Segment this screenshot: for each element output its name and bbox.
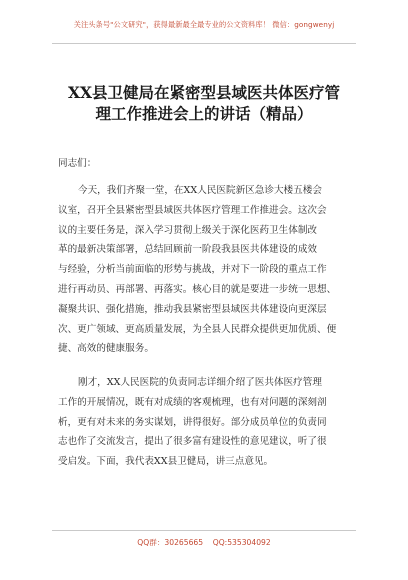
paragraph-line: 志也作了交流发言，提出了很多富有建设性的意见建议，听了很 — [58, 436, 327, 448]
title-line-2: 理工作推进会上的讲话（精品） — [95, 104, 313, 123]
header-divider — [52, 43, 356, 44]
salutation: 同志们： — [58, 158, 97, 169]
paragraph-line: 凝聚共识、强化措施，推动我县紧密型县域医共体建设向更深层 — [58, 303, 327, 315]
paragraph-line: 工作的开展情况，既有对成绩的客观梳理，也有对问题的深刻剖 — [58, 396, 327, 408]
paragraph-2 — [58, 373, 358, 472]
paragraph-line: 议的主要任务是，深入学习贯彻上级关于深化医药卫生体制改 — [58, 224, 318, 236]
paragraph-line: 进行再动员、再部署、再落实。核心目的就是要进一步统一思想、 — [58, 283, 337, 295]
paragraph-line: 捷、高效的健康服务。 — [58, 343, 154, 355]
header-promo-note: 关注头条号"公文研究"，获得最新最全最专业的公文资料库！ 微信：gongwenyj — [73, 20, 335, 29]
paragraph-line: 今天，我们齐聚一堂，在XX人民医院新区急诊大楼五楼会 — [78, 185, 322, 196]
document-title — [40, 82, 368, 124]
paragraph-1 — [58, 181, 358, 359]
title-line-1: XX县卫健局在紧密型县域医共体医疗管 — [67, 83, 341, 102]
paragraph-line: 议室，召开全县紧密型县域医共体医疗管理工作推进会。这次会 — [58, 204, 327, 216]
paragraph-line: 受启发。下面，我代表XX县卫健局，讲三点意见。 — [58, 456, 274, 468]
footer-contact-note: QQ群：30265665 QQ:535304092 — [137, 538, 271, 547]
paragraph-line: 次、更广领域、更高质量发展，为全县人民群众提供更加优质、便 — [58, 323, 337, 335]
footer-divider — [52, 530, 356, 531]
paragraph-line: 革的最新决策部署，总结回顾前一阶段我县医共体建设的成效 — [58, 244, 318, 256]
paragraph-line: 析，更有对未来的务实谋划，讲得很好。部分成员单位的负责同 — [58, 416, 327, 428]
paragraph-line: 与经验，分析当前面临的形势与挑战，并对下一阶段的重点工作 — [58, 264, 327, 276]
paragraph-line: 刚才，XX人民医院的负责同志详细介绍了医共体医疗管理 — [78, 377, 322, 388]
